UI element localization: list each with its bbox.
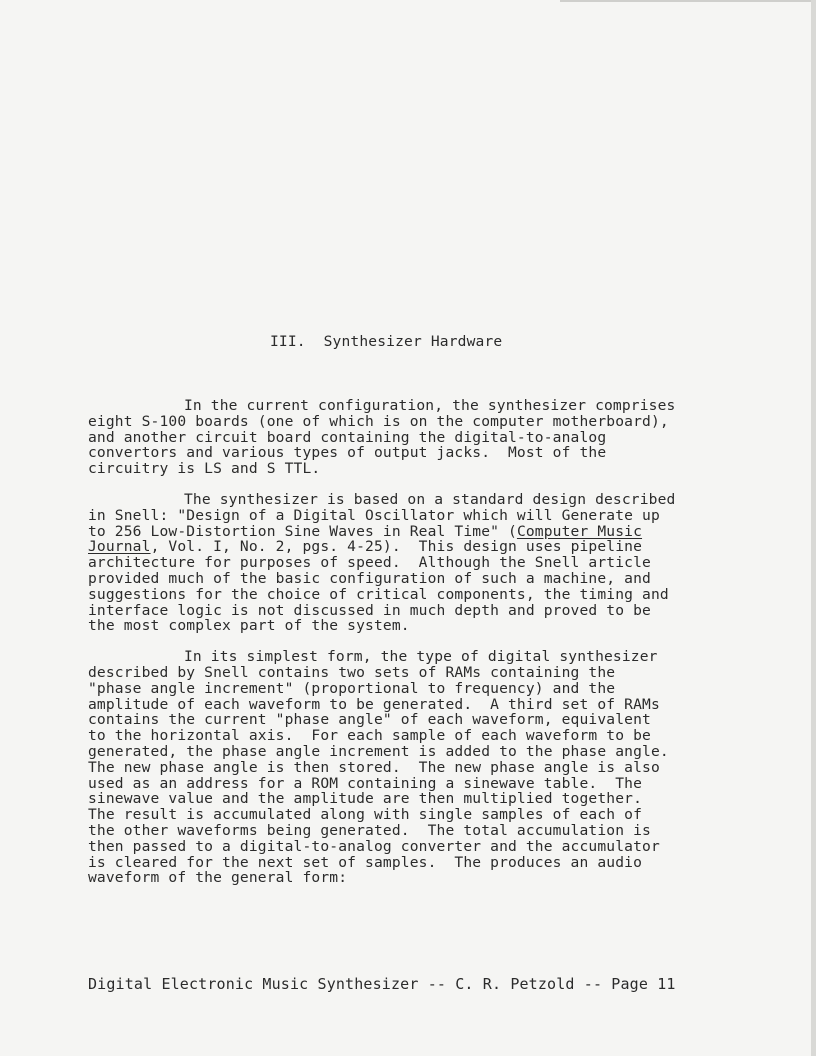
text-run: in Snell: "Design of a Digital Oscillator which will Generate up xyxy=(88,506,660,524)
text-line xyxy=(88,697,728,713)
text-run: is cleared for the next set of samples. The produces an audio xyxy=(88,853,643,871)
text-line xyxy=(88,492,728,508)
body-text xyxy=(88,398,728,901)
text-line xyxy=(88,508,728,524)
text-run: the other waveforms being generated. The total accumulation is xyxy=(88,821,651,839)
text-run: provided much of the basic configuration of such a machine, and xyxy=(88,569,651,587)
text-line xyxy=(88,414,728,430)
text-run: circuitry is LS and S TTL. xyxy=(88,460,321,478)
text-line xyxy=(88,728,728,744)
page-edge-top xyxy=(560,0,816,2)
text-line xyxy=(88,791,728,807)
text-run: the most complex part of the system. xyxy=(88,617,410,635)
underlined-title: Journal xyxy=(88,538,151,556)
text-run: The result is accumulated along with single samples of each of xyxy=(88,806,643,824)
text-line xyxy=(88,712,728,728)
text-run: The new phase angle is then stored. The new phase angle is also xyxy=(88,758,660,776)
text-line xyxy=(88,539,728,555)
paragraph xyxy=(88,398,728,477)
page-footer: Digital Electronic Music Synthesizer -- C. R. Petzold -- Page 11 xyxy=(88,975,676,993)
text-line xyxy=(88,776,728,792)
text-run: to the horizontal axis. For each sample of each waveform to be xyxy=(88,727,651,745)
text-run: suggestions for the choice of critical components, the timing and xyxy=(88,585,669,603)
text-line xyxy=(88,823,728,839)
text-run: then passed to a digital-to-analog converter and the accumulator xyxy=(88,837,660,855)
text-run: contains the current "phase angle" of each waveform, equivalent xyxy=(88,711,651,729)
text-line xyxy=(88,461,728,477)
text-run: used as an address for a ROM containing a sinewave table. The xyxy=(88,774,643,792)
text-line xyxy=(88,760,728,776)
section-title: III. Synthesizer Hardware xyxy=(270,333,503,350)
text-line xyxy=(88,445,728,461)
text-run: In its simplest form, the type of digital synthesizer xyxy=(184,648,658,666)
text-run: described by Snell contains two sets of RAMs containing the xyxy=(88,663,616,681)
text-line xyxy=(88,524,728,540)
text-line xyxy=(88,649,728,665)
text-run: architecture for purposes of speed. Although the Snell article xyxy=(88,554,651,572)
text-run: amplitude of each waveform to be generated. A third set of RAMs xyxy=(88,695,660,713)
text-line xyxy=(88,839,728,855)
text-line xyxy=(88,603,728,619)
text-line xyxy=(88,744,728,760)
text-run: and another circuit board containing the digital-to-analog xyxy=(88,428,607,446)
text-run: The synthesizer is based on a standard design described xyxy=(184,490,676,508)
text-run: interface logic is not discussed in much depth and proved to be xyxy=(88,601,651,619)
text-line xyxy=(88,855,728,871)
text-line xyxy=(88,618,728,634)
text-line xyxy=(88,398,728,414)
text-line xyxy=(88,681,728,697)
text-run: waveform of the general form: xyxy=(88,869,348,887)
paragraph xyxy=(88,492,728,634)
text-run: sinewave value and the amplitude are then multiplied together. xyxy=(88,790,643,808)
text-line xyxy=(88,587,728,603)
text-run: convertors and various types of output jacks. Most of the xyxy=(88,444,607,462)
text-line xyxy=(88,430,728,446)
text-line xyxy=(88,555,728,571)
text-run: , Vol. I, No. 2, pgs. 4-25). This design uses pipeline xyxy=(150,538,643,556)
page-edge-right xyxy=(811,0,816,1056)
text-line xyxy=(88,665,728,681)
underlined-title: Computer Music xyxy=(516,522,643,540)
text-line xyxy=(88,870,728,886)
text-run: eight S-100 boards (one of which is on the computer motherboard), xyxy=(88,412,669,430)
text-line xyxy=(88,571,728,587)
text-run: generated, the phase angle increment is added to the phase angle. xyxy=(88,742,669,760)
text-line xyxy=(88,807,728,823)
text-run: In the current configuration, the synthesizer comprises xyxy=(184,397,676,414)
text-run: to 256 Low-Distortion Sine Waves in Real Time" ( xyxy=(88,522,517,540)
paragraph xyxy=(88,649,728,886)
text-run: "phase angle increment" (proportional to frequency) and the xyxy=(88,679,616,697)
